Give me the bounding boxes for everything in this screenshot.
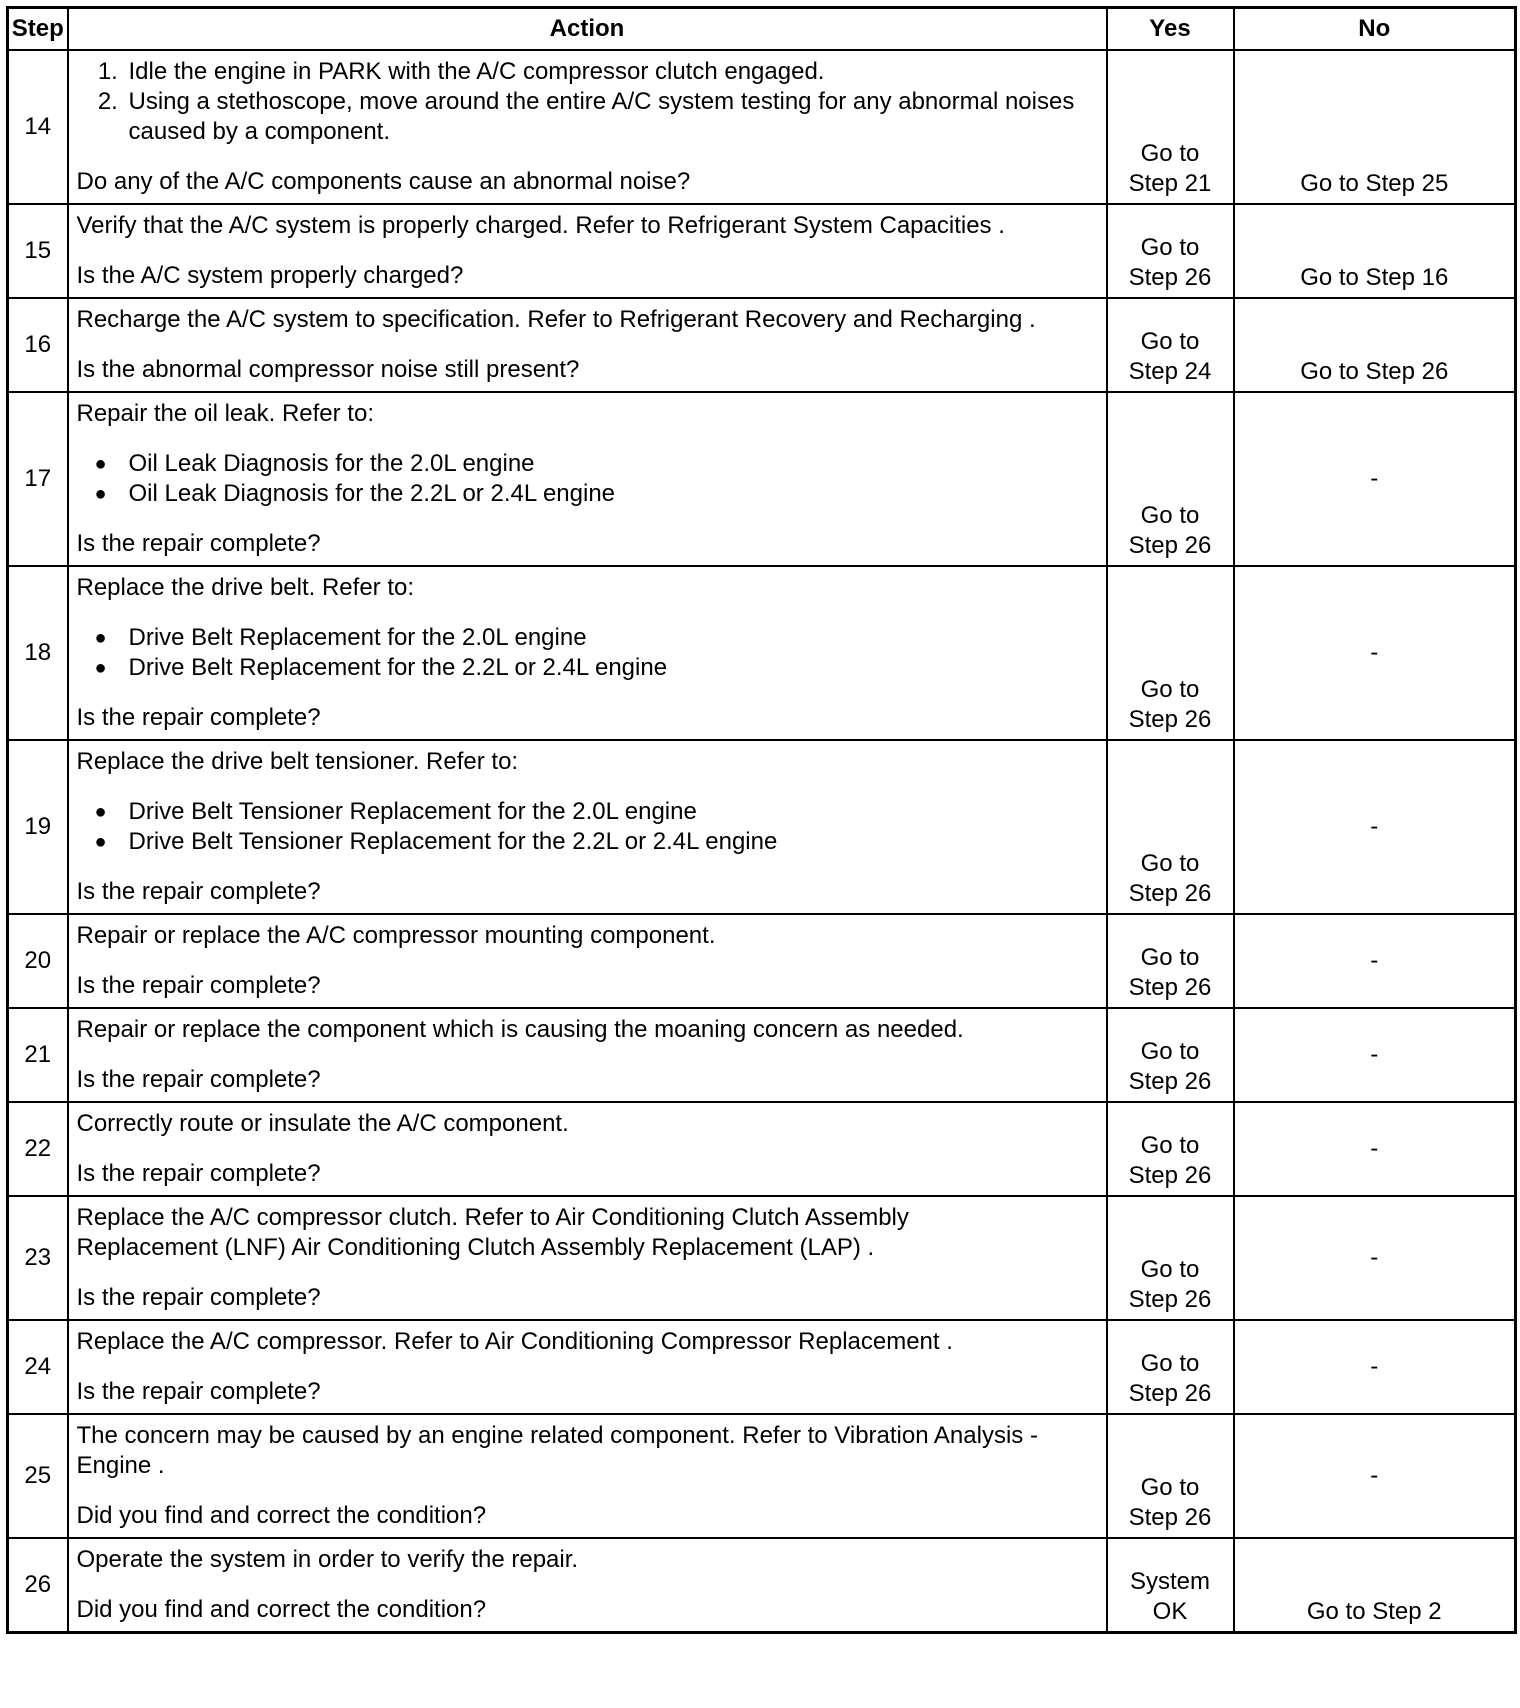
action-cell bbox=[68, 740, 1107, 914]
yes-cell bbox=[1107, 204, 1234, 298]
question-text: Is the repair complete? bbox=[76, 972, 321, 999]
step-number: 19 bbox=[8, 740, 68, 914]
column-header-step: Step bbox=[8, 8, 68, 51]
question-text: Is the repair complete? bbox=[76, 530, 321, 557]
yes-text-line2: Step 26 bbox=[1128, 1286, 1212, 1313]
no-cell: - bbox=[1234, 1196, 1516, 1320]
yes-text-line2: Step 26 bbox=[1128, 880, 1212, 907]
action-cell bbox=[68, 914, 1107, 1008]
step-number: 15 bbox=[8, 204, 68, 298]
table-row-step-15 bbox=[8, 204, 1516, 298]
yes-text-line1: Go to bbox=[1140, 140, 1200, 167]
action-cell bbox=[68, 392, 1107, 566]
table-row-step-14 bbox=[8, 50, 1516, 204]
action-text: Replace the A/C compressor. Refer to Air Conditioning Compressor Replacement . bbox=[76, 1328, 953, 1355]
yes-text-line1: System bbox=[1129, 1568, 1210, 1595]
yes-text-line1: Go to bbox=[1140, 1474, 1200, 1501]
yes-text-line2: Step 26 bbox=[1128, 1380, 1212, 1407]
no-cell: - bbox=[1234, 1102, 1516, 1196]
no-cell: Go to Step 25 bbox=[1234, 50, 1516, 204]
yes-cell bbox=[1107, 1008, 1234, 1102]
list-item: ● Drive Belt Tensioner Replacement for the 2.0L engine bbox=[125, 797, 1098, 827]
list-item: ● Drive Belt Replacement for the 2.0L engine bbox=[125, 623, 1098, 653]
no-cell: - bbox=[1234, 566, 1516, 740]
yes-cell bbox=[1107, 392, 1234, 566]
yes-cell bbox=[1107, 1320, 1234, 1414]
yes-text-line1: Go to bbox=[1140, 502, 1200, 529]
table-row-step-18 bbox=[8, 566, 1516, 740]
diagnostic-table bbox=[6, 6, 1517, 1634]
bullet-list bbox=[77, 797, 1098, 857]
table-row-step-24 bbox=[8, 1320, 1516, 1414]
action-text: Repair the oil leak. Refer to: bbox=[76, 400, 374, 427]
step-number: 24 bbox=[8, 1320, 68, 1414]
no-cell: - bbox=[1234, 1414, 1516, 1538]
yes-text-line2: Step 24 bbox=[1128, 358, 1212, 385]
yes-text-line1: Go to bbox=[1140, 676, 1200, 703]
yes-text-line1: Go to bbox=[1140, 944, 1200, 971]
action-text: Repair or replace the A/C compressor mounting component. bbox=[76, 922, 716, 949]
table-row-step-26 bbox=[8, 1538, 1516, 1633]
step-number: 16 bbox=[8, 298, 68, 392]
yes-cell bbox=[1107, 1414, 1234, 1538]
question-text: Is the abnormal compressor noise still present? bbox=[76, 356, 580, 383]
step-number: 21 bbox=[8, 1008, 68, 1102]
action-text-line1: The concern may be caused by an engine related component. Refer to Vibration Analysis - bbox=[76, 1422, 1038, 1449]
question-text: Is the repair complete? bbox=[76, 1066, 321, 1093]
table-row-step-16 bbox=[8, 298, 1516, 392]
yes-text-line2: Step 26 bbox=[1128, 1162, 1212, 1189]
yes-text-line1: Go to bbox=[1140, 234, 1200, 261]
table-row-step-21 bbox=[8, 1008, 1516, 1102]
no-cell: - bbox=[1234, 1320, 1516, 1414]
yes-cell bbox=[1107, 914, 1234, 1008]
yes-cell bbox=[1107, 50, 1234, 204]
table-row-step-19 bbox=[8, 740, 1516, 914]
yes-text-line1: Go to bbox=[1140, 328, 1200, 355]
no-cell: Go to Step 16 bbox=[1234, 204, 1516, 298]
list-item: ● Drive Belt Replacement for the 2.2L or 2.4L engine bbox=[125, 653, 1098, 683]
table-row-step-20 bbox=[8, 914, 1516, 1008]
no-cell: Go to Step 2 bbox=[1234, 1538, 1516, 1633]
yes-text-line2: Step 26 bbox=[1128, 1068, 1212, 1095]
yes-text-line1: Go to bbox=[1140, 1038, 1200, 1065]
yes-cell bbox=[1107, 298, 1234, 392]
diagnostic-page bbox=[6, 6, 1514, 1634]
yes-text-line2: OK bbox=[1152, 1598, 1188, 1625]
table-row-step-17 bbox=[8, 392, 1516, 566]
yes-text-line1: Go to bbox=[1140, 1350, 1200, 1377]
action-text: Repair or replace the component which is causing the moaning concern as needed. bbox=[76, 1016, 964, 1043]
yes-cell bbox=[1107, 740, 1234, 914]
action-cell bbox=[68, 1008, 1107, 1102]
action-text: Correctly route or insulate the A/C component. bbox=[76, 1110, 569, 1137]
question-text: Is the repair complete? bbox=[76, 1378, 321, 1405]
no-cell: Go to Step 26 bbox=[1234, 298, 1516, 392]
yes-text-line2: Step 26 bbox=[1128, 264, 1212, 291]
column-header-action: Action bbox=[68, 8, 1107, 51]
action-cell bbox=[68, 1320, 1107, 1414]
question-text: Is the repair complete? bbox=[76, 1160, 321, 1187]
question-text: Did you find and correct the condition? bbox=[76, 1596, 487, 1623]
list-item: ● Drive Belt Tensioner Replacement for the 2.2L or 2.4L engine bbox=[125, 827, 1098, 857]
action-cell bbox=[68, 298, 1107, 392]
yes-text-line1: Go to bbox=[1140, 1256, 1200, 1283]
action-text: Replace the drive belt. Refer to: bbox=[76, 574, 415, 601]
step-number: 25 bbox=[8, 1414, 68, 1538]
step-number: 17 bbox=[8, 392, 68, 566]
numbered-list bbox=[77, 57, 1098, 147]
yes-text-line1: Go to bbox=[1140, 1132, 1200, 1159]
action-cell bbox=[68, 1196, 1107, 1320]
step-number: 23 bbox=[8, 1196, 68, 1320]
question-text: Do any of the A/C components cause an abnormal noise? bbox=[76, 168, 691, 195]
action-text-line2: Engine . bbox=[76, 1452, 165, 1479]
action-cell bbox=[68, 566, 1107, 740]
action-text: Recharge the A/C system to specification. Refer to Refrigerant Recovery and Recharging . bbox=[76, 306, 1036, 333]
table-row-step-23 bbox=[8, 1196, 1516, 1320]
action-cell bbox=[68, 204, 1107, 298]
column-header-yes: Yes bbox=[1107, 8, 1234, 51]
yes-cell bbox=[1107, 566, 1234, 740]
no-cell: - bbox=[1234, 392, 1516, 566]
question-text: Is the repair complete? bbox=[76, 1284, 321, 1311]
step-number: 14 bbox=[8, 50, 68, 204]
column-header-no: No bbox=[1234, 8, 1516, 51]
list-item: 2. Using a stethoscope, move around the entire A/C system testing for any abnormal noises caused by a component. bbox=[125, 87, 1098, 147]
table-header-row bbox=[8, 8, 1516, 51]
list-item: 1. Idle the engine in PARK with the A/C compressor clutch engaged. bbox=[125, 57, 1098, 87]
action-text: Operate the system in order to verify the repair. bbox=[76, 1546, 579, 1573]
action-text: Replace the drive belt tensioner. Refer to: bbox=[76, 748, 519, 775]
question-text: Is the A/C system properly charged? bbox=[76, 262, 464, 289]
list-item: ● Oil Leak Diagnosis for the 2.0L engine bbox=[125, 449, 1098, 479]
action-cell bbox=[68, 1102, 1107, 1196]
yes-text-line2: Step 26 bbox=[1128, 974, 1212, 1001]
action-cell bbox=[68, 1414, 1107, 1538]
action-text: Verify that the A/C system is properly charged. Refer to Refrigerant System Capacities . bbox=[76, 212, 1005, 239]
yes-text-line1: Go to bbox=[1140, 850, 1200, 877]
table-row-step-22 bbox=[8, 1102, 1516, 1196]
question-text: Did you find and correct the condition? bbox=[76, 1502, 487, 1529]
yes-text-line2: Step 26 bbox=[1128, 1504, 1212, 1531]
no-cell: - bbox=[1234, 1008, 1516, 1102]
no-cell: - bbox=[1234, 740, 1516, 914]
yes-cell bbox=[1107, 1538, 1234, 1633]
list-item: ● Oil Leak Diagnosis for the 2.2L or 2.4L engine bbox=[125, 479, 1098, 509]
yes-text-line2: Step 26 bbox=[1128, 532, 1212, 559]
yes-text-line2: Step 21 bbox=[1128, 170, 1212, 197]
bullet-list bbox=[77, 623, 1098, 683]
yes-text-line2: Step 26 bbox=[1128, 706, 1212, 733]
action-text-line1: Replace the A/C compressor clutch. Refer to Air Conditioning Clutch Assembly bbox=[76, 1204, 909, 1231]
question-text: Is the repair complete? bbox=[76, 704, 321, 731]
question-text: Is the repair complete? bbox=[76, 878, 321, 905]
table-row-step-25 bbox=[8, 1414, 1516, 1538]
action-cell bbox=[68, 50, 1107, 204]
step-number: 26 bbox=[8, 1538, 68, 1633]
bullet-list bbox=[77, 449, 1098, 509]
step-number: 20 bbox=[8, 914, 68, 1008]
no-cell: - bbox=[1234, 914, 1516, 1008]
action-text-line2: Replacement (LNF) Air Conditioning Clutch Assembly Replacement (LAP) . bbox=[76, 1234, 875, 1261]
yes-cell bbox=[1107, 1196, 1234, 1320]
yes-cell bbox=[1107, 1102, 1234, 1196]
action-cell bbox=[68, 1538, 1107, 1633]
step-number: 18 bbox=[8, 566, 68, 740]
step-number: 22 bbox=[8, 1102, 68, 1196]
